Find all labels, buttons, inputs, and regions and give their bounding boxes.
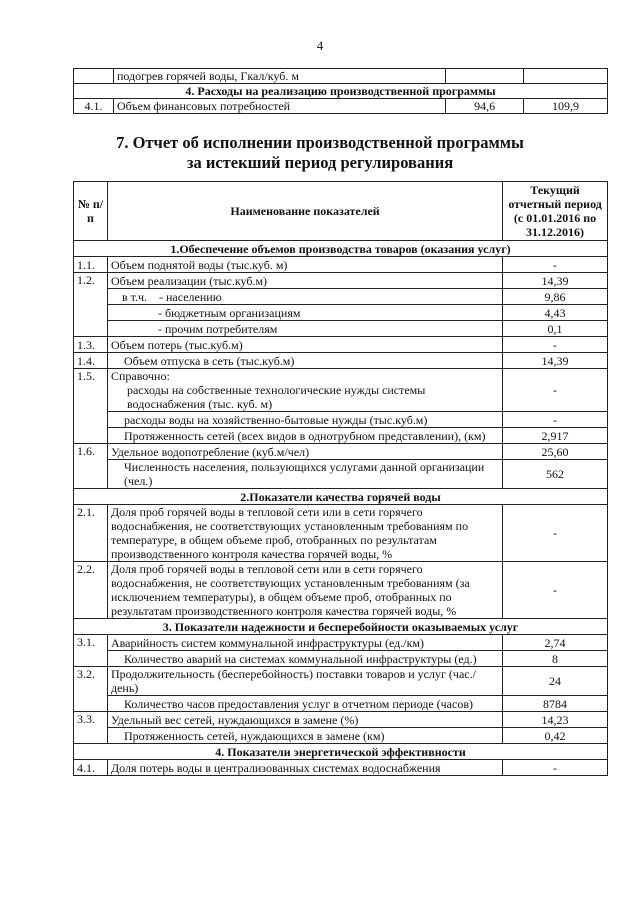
row-name: Протяженность сетей, нуждающихся в замене (км) [107,728,502,744]
section-row [74,489,608,505]
top-table [73,68,608,114]
row-number: 3.3. [74,712,108,744]
table-row [74,562,608,619]
row-name: Объем реализации (тыс.куб.м) [107,273,502,289]
row-name: Протяженность сетей (всех видов в однотрубном представлении), (км) [107,428,502,444]
row-number: 2.2. [74,562,108,619]
table-row [74,305,608,321]
row-name: в т.ч. - населению [107,289,502,305]
table-row [74,460,608,489]
table-row [74,696,608,712]
row-value: - [503,562,608,619]
report-table [73,181,608,776]
row-value: - [503,369,608,412]
row-name: Объем потерь (тыс.куб.м) [107,337,502,353]
row-name: Продолжительность (бесперебойность) поставки товаров и услуг (час./день) [107,667,502,696]
section-row [74,744,608,760]
row-number: 4.1. [74,760,108,776]
row-value: 25,60 [503,444,608,460]
heading-line-2: за истекший период регулирования [186,153,454,172]
table-row [74,505,608,562]
row-value: 24 [503,667,608,696]
row-value: 0,1 [503,321,608,337]
table-row [74,712,608,728]
heading-line-1: 7. Отчет об исполнении производственной программы [116,133,524,152]
table-row [74,444,608,460]
table-row [74,760,608,776]
row-value: 2,74 [503,635,608,651]
row-value: 4,43 [503,305,608,321]
section-title: 2.Показатели качества горячей воды [74,489,608,505]
row-number: 1.4. [74,353,108,369]
section-row [74,84,608,99]
reference-label: Справочно: [110,369,170,383]
row-value: 14,39 [503,353,608,369]
row-value: 14,39 [503,273,608,289]
row-name: расходы воды на хозяйственно-бытовые нужды (тыс.куб.м) [107,412,502,428]
table-row [74,337,608,353]
row-value [446,69,524,84]
row-name [107,369,502,412]
table-row [74,369,608,412]
row-number: 3.1. [74,635,108,667]
row-number: 1.5. [74,369,108,444]
row-name: Количество аварий на системах коммунальной инфраструктуры (ед.) [107,651,502,667]
table-row [74,667,608,696]
row-name: Численность населения, пользующихся услугами данной организации (чел.) [107,460,502,489]
table-row [74,635,608,651]
header-value: Текущий отчетный период (с 01.01.2016 по 31.12.2016) [503,182,608,241]
row-number: 1.1. [74,257,108,273]
row-name: Объем отпуска в сеть (тыс.куб.м) [107,353,502,369]
row-value: 0,42 [503,728,608,744]
row-value: - [503,505,608,562]
row-name: Доля проб горячей воды в тепловой сети или в сети горячего водоснабжения, не соответствующих установленным требованиям по температуре, в общем объеме проб, отобранных по результатам производственного контроля качества горячей воды, % [107,505,502,562]
section-row [74,241,608,257]
row-number: 3.2. [74,667,108,712]
row-value: - [503,257,608,273]
report-heading [0,133,640,173]
header-num: № п/п [74,182,108,241]
table-row [74,728,608,744]
table-row [74,289,608,305]
table-row [74,257,608,273]
row-value: - [503,337,608,353]
row-value: 2,917 [503,428,608,444]
row-name: подогрев горячей воды, Гкал/куб. м [113,69,445,84]
reference-text: расходы на собственные технологические нужды системы водоснабжения (тыс. куб. м) [126,383,426,411]
table-row [74,321,608,337]
table-row [74,651,608,667]
table-row [74,99,608,114]
row-name: Удельное водопотребление (куб.м/чел) [107,444,502,460]
header-name: Наименование показателей [107,182,502,241]
page-number: 4 [316,38,324,53]
row-value: 9,86 [503,289,608,305]
row-value: 109,9 [524,99,608,114]
row-number [74,69,114,84]
row-value: 8784 [503,696,608,712]
table-row [74,412,608,428]
row-name: Объем поднятой воды (тыс.куб. м) [107,257,502,273]
table-row [74,353,608,369]
row-name: - прочим потребителям [107,321,502,337]
row-number: 1.6. [74,444,108,489]
row-name: Объем финансовых потребностей [113,99,445,114]
header-row [74,182,608,241]
section-row [74,619,608,635]
row-name: Доля потерь воды в централизованных системах водоснабжения [107,760,502,776]
row-number: 2.1. [74,505,108,562]
row-value [524,69,608,84]
row-name: Количество часов предоставления услуг в отчетном периоде (часов) [107,696,502,712]
row-number: 1.3. [74,337,108,353]
row-name: Удельный вес сетей, нуждающихся в замене (%) [107,712,502,728]
section-title: 4. Показатели энергетической эффективности [74,744,608,760]
row-value: 94,6 [446,99,524,114]
section-title: 4. Расходы на реализацию производственной программы [74,84,608,99]
row-number: 1.2. [74,273,108,337]
section-title: 3. Показатели надежности и бесперебойности оказываемых услуг [74,619,608,635]
row-value: - [503,760,608,776]
row-value: - [503,412,608,428]
row-value: 8 [503,651,608,667]
row-name: Доля проб горячей воды в тепловой сети или в сети горячего водоснабжения, не соответствующих установленным требованиям (за исключением температуры), в общем объеме проб, отобранных по результатам производственного контроля качества горячей воды, % [107,562,502,619]
table-row [74,273,608,289]
row-value: 562 [503,460,608,489]
section-title: 1.Обеспечение объемов производства товаров (оказания услуг) [74,241,608,257]
row-name: Аварийность систем коммунальной инфраструктуры (ед./км) [107,635,502,651]
row-value: 14,23 [503,712,608,728]
table-row [74,69,608,84]
row-name: - бюджетным организациям [107,305,502,321]
table-row [74,428,608,444]
row-number: 4.1. [74,99,114,114]
